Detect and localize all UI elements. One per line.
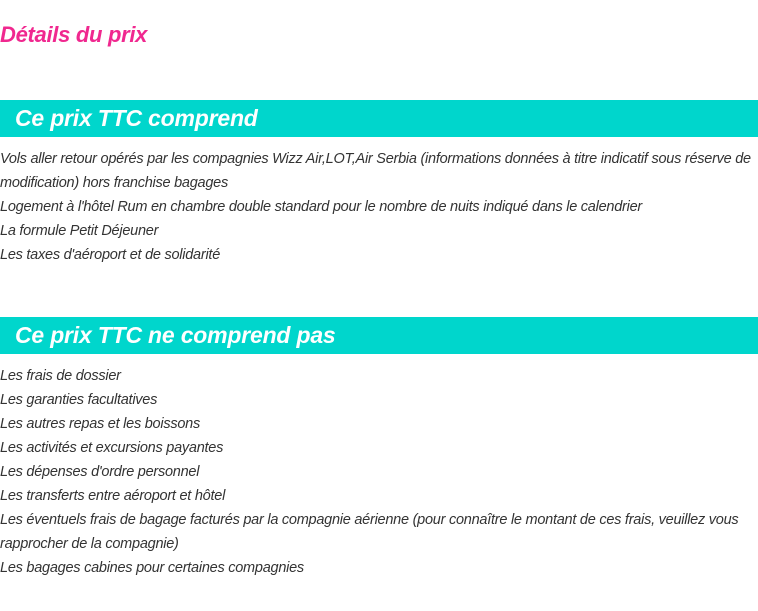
list-item: Les éventuels frais de bagage facturés par la compagnie aérienne (pour connaître le montant de ces frais, veuillez vous rapprocher de la compagnie) [0,512,739,552]
list-item: La formule Petit Déjeuner [0,223,159,239]
list-item: Vols aller retour opérés par les compagnies Wizz Air,LOT,Air Serbia (informations données à titre indicatif sous réserve de modification) hors franchise bagages [0,151,751,191]
list-item: Logement à l'hôtel Rum en chambre double standard pour le nombre de nuits indiqué dans le calendrier [0,199,642,215]
list-item: Les dépenses d'ordre personnel [0,464,200,480]
excluded-section-header: Ce prix TTC ne comprend pas [0,317,758,354]
list-item: Les frais de dossier [0,368,121,384]
list-item: Les garanties facultatives [0,392,158,408]
page-title: Détails du prix [0,22,148,47]
list-item: Les autres repas et les boissons [0,416,200,432]
included-section-header: Ce prix TTC comprend [0,100,758,137]
excluded-list [0,364,758,580]
included-list [0,147,758,267]
list-item: Les taxes d'aéroport et de solidarité [0,247,221,263]
list-item: Les transferts entre aéroport et hôtel [0,488,226,504]
list-item: Les bagages cabines pour certaines compagnies [0,560,304,576]
list-item: Les activités et excursions payantes [0,440,224,456]
